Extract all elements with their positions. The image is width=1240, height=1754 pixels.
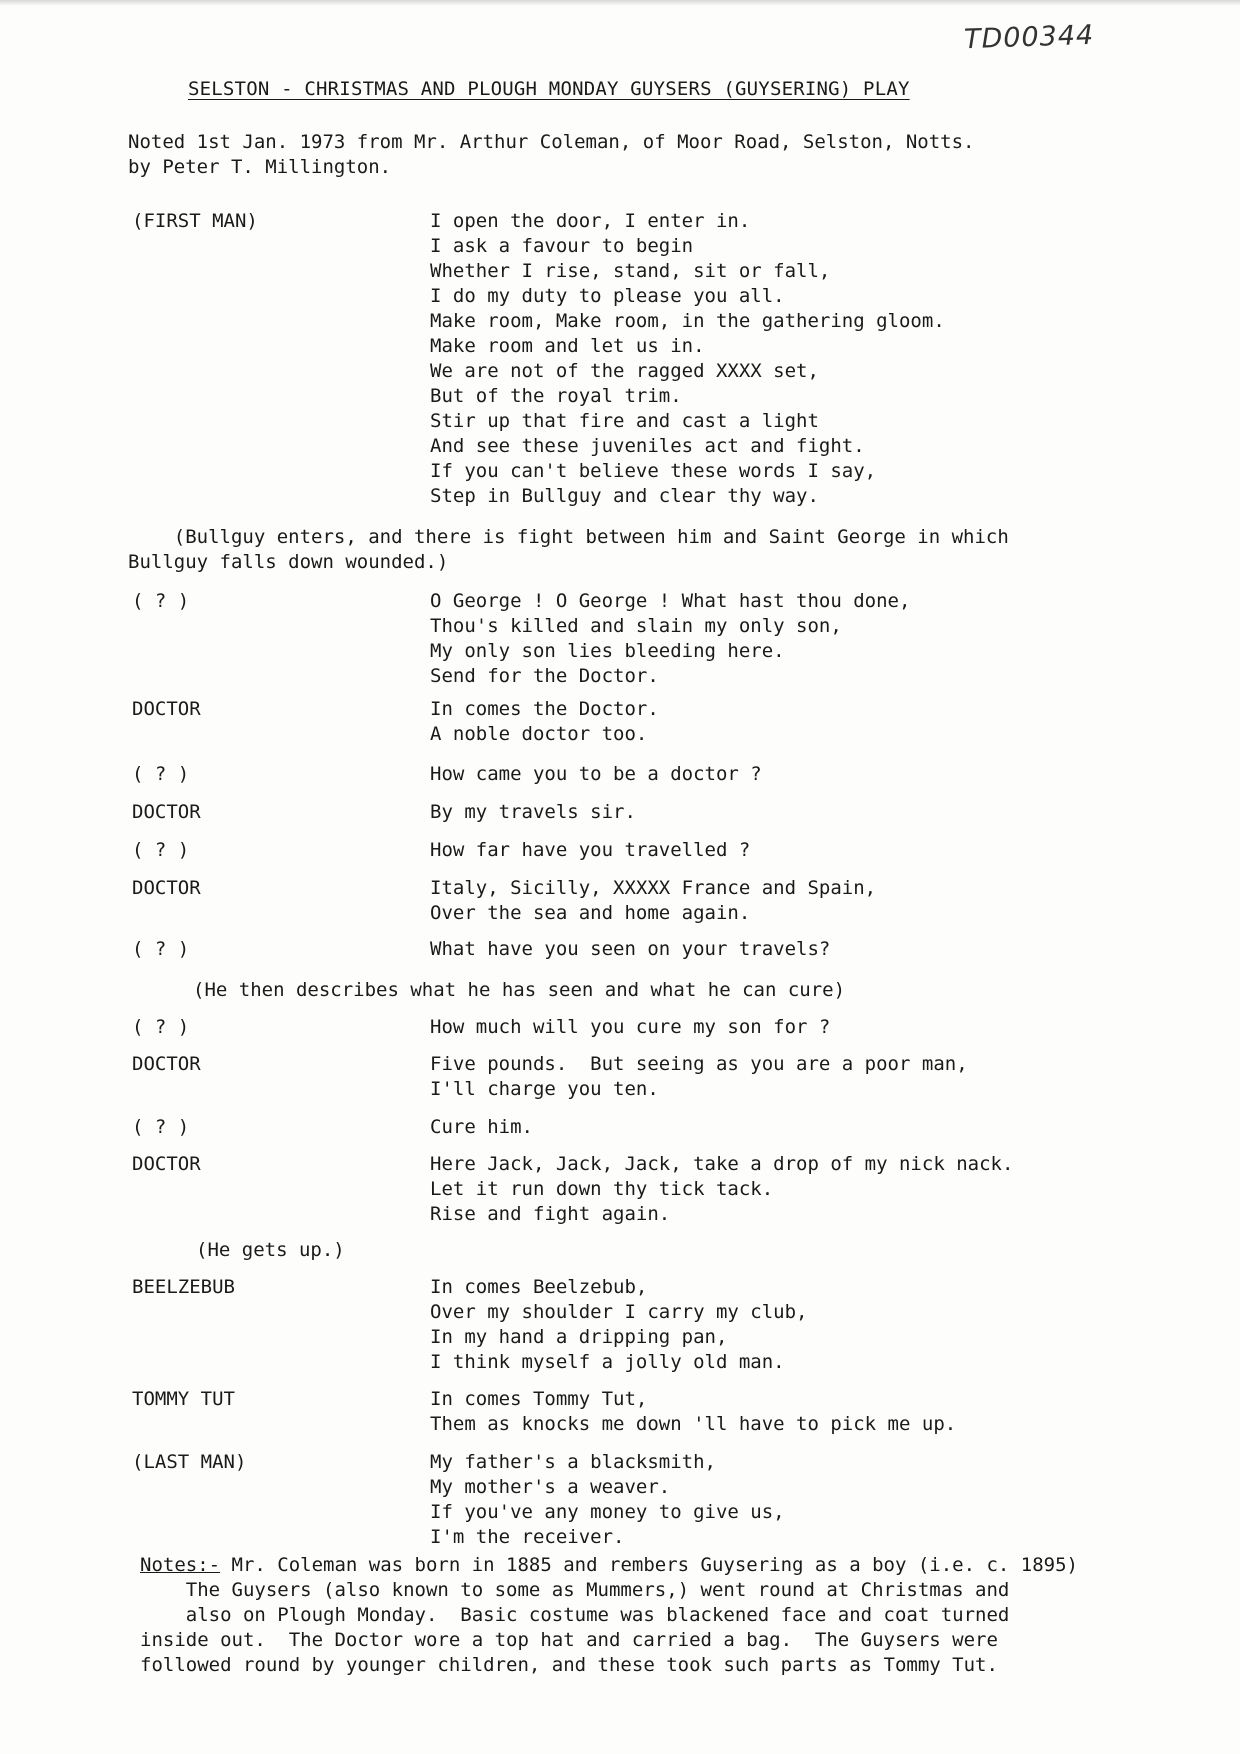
speech-lines: How came you to be a doctor ? xyxy=(430,763,762,785)
speaker-name: DOCTOR xyxy=(132,877,201,899)
reference-number: TD00344 xyxy=(963,19,1095,56)
stage-direction: (He gets up.) xyxy=(196,1239,345,1261)
scan-edge xyxy=(0,0,1240,6)
speaker-name: ( ? ) xyxy=(132,1116,190,1138)
speech-lines: In comes the Doctor. A noble doctor too. xyxy=(430,698,659,745)
speech-lines: How far have you travelled ? xyxy=(430,839,751,861)
speech-lines: In comes Beelzebub, Over my shoulder I carry my club, In my hand a dripping pan, I think myself a jolly old man. xyxy=(430,1276,808,1373)
speech-lines: Here Jack, Jack, Jack, take a drop of my nick nack. Let it run down thy tick tack. Rise and fight again. xyxy=(430,1153,1014,1225)
intro-paragraph: Noted 1st Jan. 1973 from Mr. Arthur Coleman, of Moor Road, Selston, Notts. by Peter T. Millington. xyxy=(128,131,975,178)
speaker-name: TOMMY TUT xyxy=(132,1388,235,1410)
speech-lines: I open the door, I enter in. I ask a favour to begin Whether I rise, stand, sit or fall, I do my duty to please you all. Make room, Make room, in the gathering gloom. Make room and let us in. We are not of the ragged XXXX set, But of the royal trim. Stir up that fire and cast a light And see these juveniles act and fight. If you can't believe these words I say, Step in Bullguy and clear thy way. xyxy=(430,210,945,507)
speech-lines: Italy, Sicilly, XXXXX France and Spain, Over the sea and home again. xyxy=(430,877,877,924)
speech-lines: Five pounds. But seeing as you are a poor man, I'll charge you ten. xyxy=(430,1053,968,1100)
speaker-name: BEELZEBUB xyxy=(132,1276,235,1298)
speaker-name: DOCTOR xyxy=(132,1053,201,1075)
speaker-name: DOCTOR xyxy=(132,801,201,823)
speech-lines: O George ! O George ! What hast thou done, Thou's killed and slain my only son, My only son lies bleeding here. Send for the Doctor. xyxy=(430,590,911,687)
speech-lines: What have you seen on your travels? xyxy=(430,938,831,960)
speech-lines: How much will you cure my son for ? xyxy=(430,1016,831,1038)
speech-lines: Cure him. xyxy=(430,1116,533,1138)
speech-lines: In comes Tommy Tut, Them as knocks me down 'll have to pick me up. xyxy=(430,1388,957,1435)
notes-text: Mr. Coleman was born in 1885 and rembers Guysering as a boy (i.e. c. 1895) The Guysers (also known to some as Mummers,) went round at Christmas and also on Plough Monday. Basic costume was blackened face and coat turned inside out. The Doctor wore a top hat and carried a bag. The Guysers were followed round by younger children, and these took such parts as Tommy Tut. xyxy=(140,1554,1079,1676)
speaker-name: ( ? ) xyxy=(132,763,190,785)
speaker-name: DOCTOR xyxy=(132,698,201,720)
stage-direction: (He then describes what he has seen and what he can cure) xyxy=(193,979,846,1001)
speech-lines: By my travels sir. xyxy=(430,801,636,823)
speaker-name: ( ? ) xyxy=(132,938,190,960)
speaker-name: DOCTOR xyxy=(132,1153,201,1175)
speaker-name: (LAST MAN) xyxy=(132,1451,247,1473)
document-title: SELSTON - CHRISTMAS AND PLOUGH MONDAY GUYSERS (GUYSERING) PLAY xyxy=(188,78,910,100)
speaker-name: ( ? ) xyxy=(132,590,190,612)
notes-section xyxy=(140,1553,1078,1678)
speaker-name: ( ? ) xyxy=(132,1016,190,1038)
speech-lines: My father's a blacksmith, My mother's a weaver. If you've any money to give us, I'm the receiver. xyxy=(430,1451,785,1548)
speaker-name: (FIRST MAN) xyxy=(132,210,258,232)
stage-direction: (Bullguy enters, and there is fight between him and Saint George in which Bullguy falls down wounded.) xyxy=(128,526,1009,573)
notes-label: Notes:- xyxy=(140,1554,221,1576)
speaker-name: ( ? ) xyxy=(132,839,190,861)
